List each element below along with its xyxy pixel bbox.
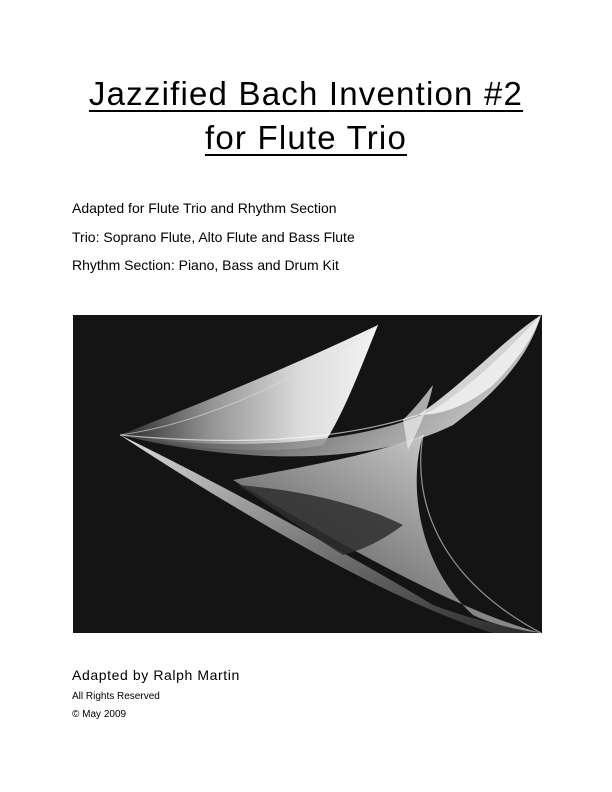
cover-artwork <box>73 315 542 633</box>
copyright-date: © May 2009 <box>72 709 127 720</box>
author-credit: Adapted by Ralph Martin <box>72 667 240 683</box>
instrumentation-info <box>72 200 355 286</box>
rights-notice: All Rights Reserved <box>72 691 160 702</box>
rhythm-section-line: Rhythm Section: Piano, Bass and Drum Kit <box>72 257 339 273</box>
page-title <box>0 72 612 160</box>
abstract-swept-surface-image <box>73 315 542 633</box>
credits <box>72 667 240 724</box>
title-line-1: Jazzified Bach Invention #2 <box>88 75 524 112</box>
trio-line: Trio: Soprano Flute, Alto Flute and Bass Flute <box>72 228 355 245</box>
adaptation-line: Adapted for Flute Trio and Rhythm Section <box>72 200 337 216</box>
title-line-2: for Flute Trio <box>204 119 408 156</box>
